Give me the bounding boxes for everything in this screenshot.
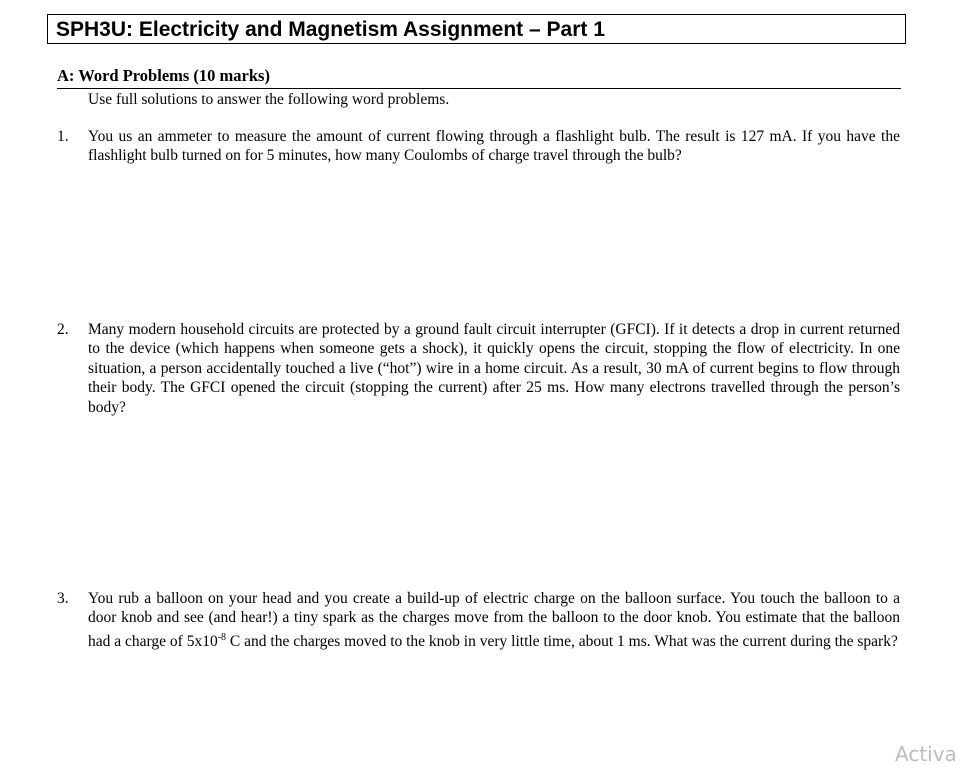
charge-exponent: -8 bbox=[217, 631, 227, 643]
page-title: SPH3U: Electricity and Magnetism Assignment – Part 1 bbox=[56, 18, 605, 41]
section-instructions: Use full solutions to answer the following word problems. bbox=[88, 91, 450, 108]
question-text bbox=[88, 589, 900, 651]
question-text: Many modern household circuits are protected by a ground fault circuit interrupter (GFCI). If it detects a drop in current returned to the device (which happens when someone gets a shock), it quickly opens the circuit, stopping the flow of electricity. In one situation, a person accidentally touched a live (“hot”) wire in a home circuit. As a result, 30 mA of current begins to flow through their body. The GFCI opened the circuit (stopping the current) after 25 ms. How many electrons travelled through the person’s body? bbox=[88, 321, 900, 416]
question-text-after: C and the charges moved to the knob in very little time, about 1 ms. What was the current during the spark? bbox=[226, 632, 898, 650]
question-text: You us an ammeter to measure the amount of current flowing through a flashlight bulb. The result is 127 mA. If you have the flashlight bulb turned on for 5 minutes, how many Coulombs of charge travel through the bulb? bbox=[88, 128, 900, 165]
title-box bbox=[47, 14, 906, 44]
activation-watermark: Activa bbox=[895, 742, 957, 766]
question-text-before: You rub a balloon on your head and you create a build-up of electric charge on the balloon surface. You touch the balloon to a door knob and see (and hear!) a tiny spark as the charges move from the balloon to the door knob. You estimate that the balloon had a charge of 5x10 bbox=[88, 590, 900, 650]
section-heading: A: Word Problems (10 marks) bbox=[57, 66, 901, 89]
question-number: 3. bbox=[57, 590, 69, 607]
question-number: 2. bbox=[57, 321, 69, 338]
question-number: 1. bbox=[57, 128, 69, 145]
